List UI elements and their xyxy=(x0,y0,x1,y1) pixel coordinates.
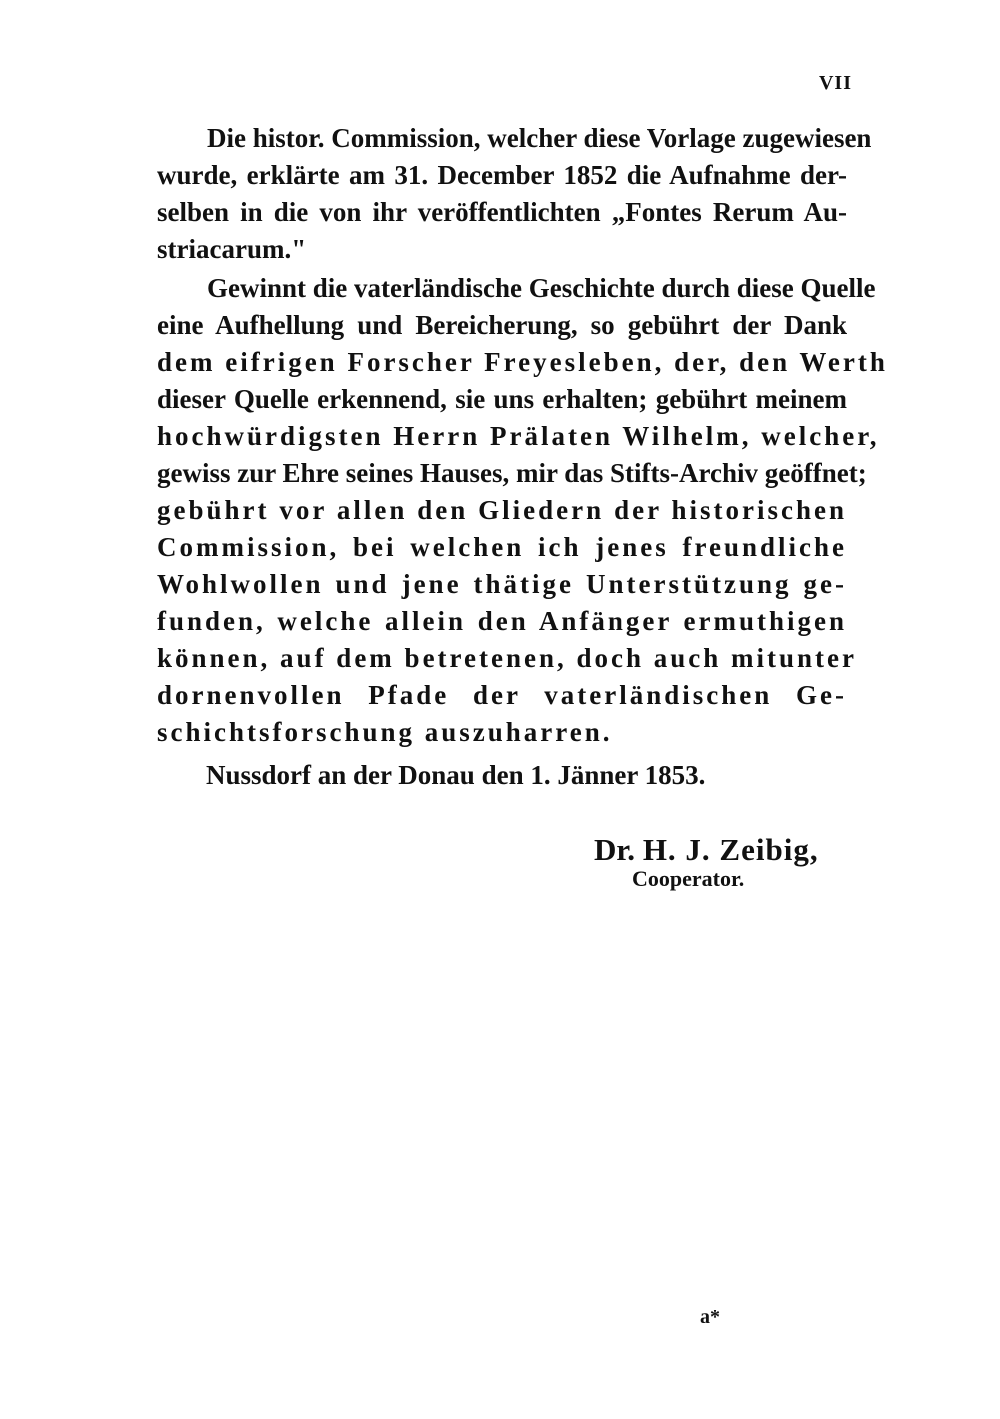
text-line: striacarum." xyxy=(157,234,307,264)
text-line: selben in die von ihr veröffentlichten „Fontes Rerum Au- xyxy=(157,197,847,227)
signature-author: H. J. Zeibig, xyxy=(642,832,819,867)
text-line: können, auf dem betretenen, doch auch mitunter xyxy=(157,643,858,673)
paragraph-one xyxy=(157,120,872,268)
text-line: gewiss zur Ehre seines Hauses, mir das Stifts-Archiv geöffnet; xyxy=(157,458,867,488)
signature-mark: a* xyxy=(700,1306,720,1328)
text-line: dem eifrigen Forscher Freyesleben, der, den Werth xyxy=(157,347,888,377)
text-line: Die histor. Commission, welcher diese Vorlage zugewiesen xyxy=(207,123,872,153)
text-line: dieser Quelle erkennend, sie uns erhalten; gebührt meinem xyxy=(157,384,847,414)
text-line: Gewinnt die vaterländische Geschichte durch diese Quelle xyxy=(207,273,876,303)
text-line: gebührt vor allen den Gliedern der historischen xyxy=(157,495,847,525)
date-line: Nussdorf an der Donau den 1. Jänner 1853. xyxy=(206,760,706,790)
text-line: hochwürdigsten Herrn Prälaten Wilhelm, welcher, xyxy=(157,421,880,451)
text-line: funden, welche allein den Anfänger ermuthigen xyxy=(157,606,847,636)
text-line: Commission, bei welchen ich jenes freundliche xyxy=(157,532,847,562)
text-line: schichtsforschung auszuharren. xyxy=(157,717,613,747)
paragraph-two xyxy=(157,270,888,751)
text-line: wurde, erklärte am 31. December 1852 die Aufnahme der- xyxy=(157,160,847,190)
page-number: VII xyxy=(818,72,852,94)
text-line: dornenvollen Pfade der vaterländischen Ge- xyxy=(157,680,847,710)
signature-name xyxy=(594,832,819,868)
text-line: Wohlwollen und jene thätige Unterstützung ge- xyxy=(157,569,847,599)
signature-title: Cooperator. xyxy=(632,866,745,891)
signature-prefix: Dr. xyxy=(594,832,636,867)
text-line: eine Aufhellung und Bereicherung, so gebührt der Dank xyxy=(157,310,847,340)
